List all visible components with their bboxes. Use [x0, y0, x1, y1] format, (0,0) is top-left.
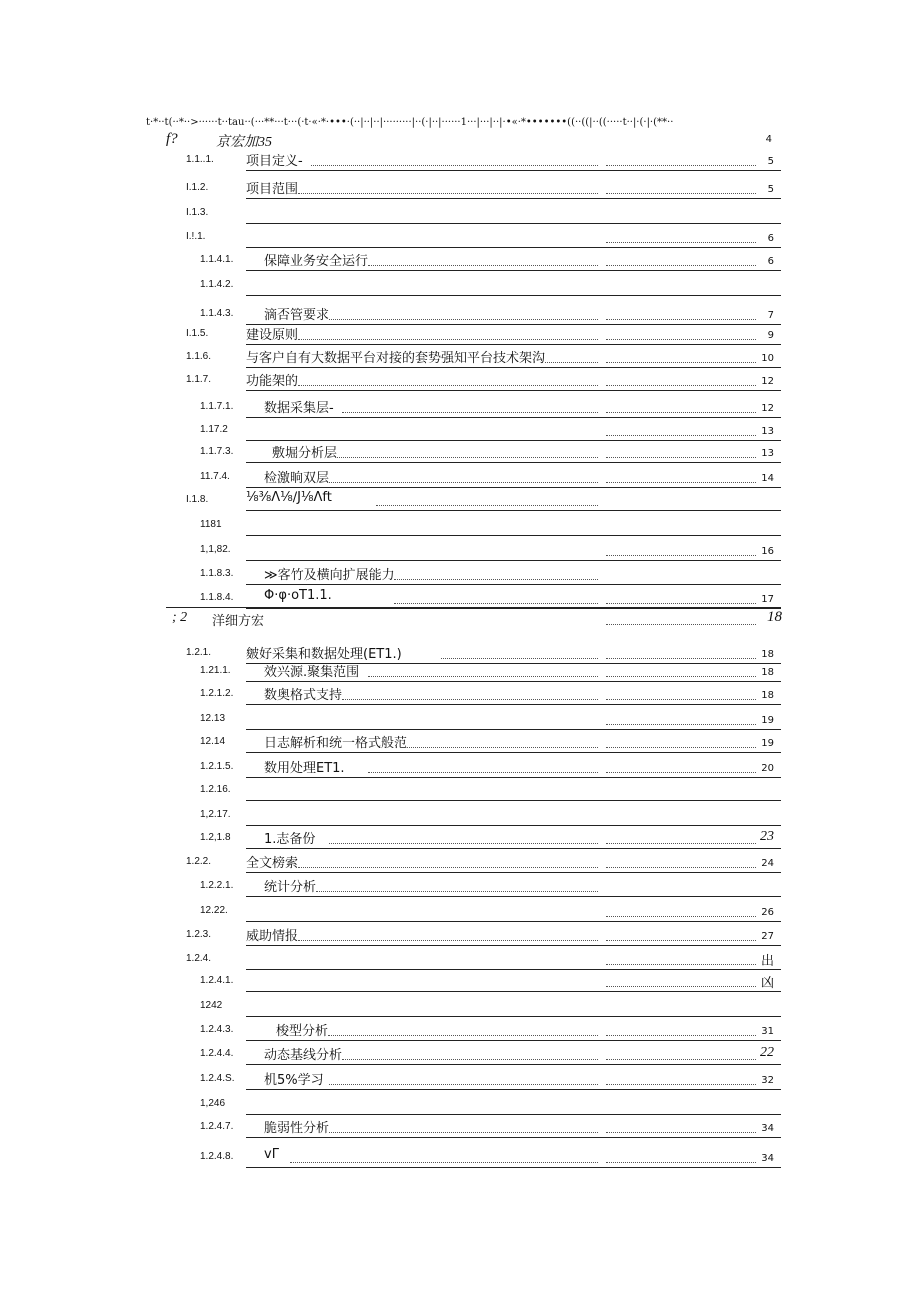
page-number: 31 [761, 1026, 774, 1037]
entry-title: 敷堀分析层 [272, 446, 338, 461]
page-number: 17 [761, 594, 774, 605]
entry-number: 1.2.1. [186, 647, 212, 658]
toc-entry[interactable] [0, 490, 920, 514]
entry-number: 1.2.4.8. [200, 1151, 234, 1162]
toc-entry[interactable] [0, 852, 920, 876]
entry-number: I.1.3. [186, 207, 209, 218]
entry-title: 效兴源.聚集范围 [264, 665, 360, 680]
toc-entry[interactable] [0, 564, 920, 588]
entry-number: I.1.2. [186, 182, 209, 193]
dot-leader [441, 658, 598, 659]
entry-number: 1.2.4.4. [200, 1048, 234, 1059]
entry-rule [246, 295, 781, 296]
entry-title: 项目范围 [246, 182, 299, 197]
entry-rule [246, 584, 781, 585]
page-number: 6 [767, 233, 774, 244]
toc-entry[interactable] [0, 757, 920, 781]
toc-entry[interactable] [0, 515, 920, 539]
entry-rule [246, 247, 781, 248]
toc-entry[interactable] [0, 203, 920, 227]
chapter-number: f? [166, 131, 178, 147]
page-number: 5 [767, 184, 774, 195]
toc-entry[interactable] [0, 732, 920, 756]
toc-entry[interactable] [0, 996, 920, 1020]
page-number: 34 [761, 1153, 774, 1164]
toc-entry[interactable] [0, 1069, 920, 1093]
entry-number: 1.17.2 [200, 424, 228, 435]
entry-title: 功能架的 [246, 374, 299, 389]
dot-leader [316, 891, 598, 892]
toc-entry[interactable] [0, 275, 920, 299]
entry-rule [246, 921, 781, 922]
entry-rule [246, 1137, 781, 1138]
entry-rule [246, 1064, 781, 1065]
page-number: 13 [761, 426, 774, 437]
page-number: 6 [767, 256, 774, 267]
toc-entry[interactable] [0, 397, 920, 421]
entry-number: 1,2.17. [200, 809, 231, 820]
page-number: 4 [765, 134, 772, 145]
entry-rule [246, 367, 781, 368]
entry-number: 1.1.7.3. [200, 446, 234, 457]
dot-leader [329, 1084, 598, 1085]
entry-title: 脆弱性分析 [264, 1121, 330, 1136]
entry-number: 1.2,1.8 [200, 832, 231, 843]
entry-number: 1.2.4. [186, 953, 212, 964]
entry-rule [246, 872, 781, 873]
entry-title: 皴好采集和数据处理(ET1.) [246, 647, 402, 662]
dot-leader [342, 699, 598, 700]
toc-entry[interactable] [0, 709, 920, 733]
entry-rule [246, 510, 781, 511]
entry-rule [246, 945, 781, 946]
entry-title: 检激晌双层 [264, 471, 330, 486]
page-number: 22 [760, 1045, 774, 1060]
dot-leader [290, 1162, 598, 1163]
dot-leader [394, 579, 598, 580]
toc-entry[interactable] [0, 347, 920, 371]
toc-entry[interactable] [0, 971, 920, 995]
dot-leader [298, 867, 598, 868]
toc-entry[interactable] [0, 780, 920, 804]
entry-number: 12.14 [200, 736, 226, 747]
entry-number: 1.2.4.7. [200, 1121, 234, 1132]
page-number: 18 [761, 649, 774, 660]
entry-number: 1.2.4.3. [200, 1024, 234, 1035]
entry-number: 1.2.16. [200, 784, 231, 795]
toc-entry[interactable] [0, 828, 920, 852]
entry-number: I.1.8. [186, 494, 209, 505]
page-number: 18 [761, 667, 774, 678]
entry-title: 1.志备份 [264, 832, 316, 847]
entry-number: 1.1.6. [186, 351, 212, 362]
toc-entry[interactable] [0, 178, 920, 202]
toc-entry[interactable] [0, 442, 920, 466]
toc-entry[interactable] [0, 876, 920, 900]
dot-leader [329, 482, 598, 483]
toc-entry[interactable] [0, 324, 920, 348]
page-number: 凶 [760, 976, 774, 991]
toc-entry[interactable] [0, 467, 920, 491]
entry-rule [246, 729, 781, 730]
toc-entry[interactable] [0, 684, 920, 708]
entry-title: 数奥格式支持 [264, 688, 343, 703]
entry-number: 12.13 [200, 713, 226, 724]
chapter-title: 京宏加35 [216, 135, 272, 150]
page-number: 12 [761, 376, 774, 387]
entry-rule [246, 991, 781, 992]
page-number: 13 [761, 448, 774, 459]
dot-leader [368, 676, 598, 677]
toc-entry[interactable] [0, 250, 920, 274]
dot-leader [342, 1059, 598, 1060]
entry-rule [246, 752, 781, 753]
entry-number: 11.7.4. [200, 471, 230, 482]
entry-rule [246, 560, 781, 561]
page-number: 18 [767, 609, 782, 625]
dot-leader [376, 505, 598, 506]
dot-leader [407, 747, 598, 748]
toc-entry[interactable] [0, 1044, 920, 1068]
dot-leader [328, 1035, 598, 1036]
entry-rule [246, 848, 781, 849]
entry-title: 项目定义- [246, 154, 303, 169]
page-number: 16 [761, 546, 774, 557]
entry-number: 1.21.1. [200, 665, 231, 676]
entry-number: 1.1.8.4. [200, 592, 234, 603]
entry-rule [246, 487, 781, 488]
entry-rule [246, 777, 781, 778]
toc-entry[interactable] [0, 805, 920, 829]
page-number: 24 [761, 858, 774, 869]
toc-entry[interactable] [0, 1094, 920, 1118]
page-number: 出 [760, 954, 774, 969]
dot-leader [298, 940, 598, 941]
entry-title: 机5%学习 [264, 1073, 324, 1088]
entry-title: 保障业务安全运行 [264, 254, 369, 269]
entry-number: 12.22. [200, 905, 228, 916]
entry-title: 数用处理ET1. [264, 761, 345, 776]
page-number: 5 [767, 156, 774, 167]
entry-number: I.!.1. [186, 231, 206, 242]
entry-number: 1.1.8.3. [200, 568, 234, 579]
entry-rule [246, 1114, 781, 1115]
dot-leader [337, 457, 598, 458]
entry-rule [246, 462, 781, 463]
entry-title: 动态基线分析 [264, 1048, 343, 1063]
entry-number: 1.1.4.1. [200, 254, 234, 265]
toc-entry[interactable] [0, 150, 920, 174]
entry-title: ≫客竹及横向扩展能力 [264, 568, 395, 583]
entry-rule [246, 681, 781, 682]
toc-entry[interactable] [0, 588, 920, 612]
dot-leader [329, 319, 598, 320]
entry-rule [246, 535, 781, 536]
toc-entry[interactable] [0, 1020, 920, 1044]
entry-number: 1.1.4.2. [200, 279, 234, 290]
entry-rule [246, 390, 781, 391]
entry-title: 数据采集层- [264, 401, 334, 416]
entry-rule [246, 1167, 781, 1168]
entry-title: Φ·φ·oT1.1. [264, 588, 332, 603]
entry-title: 威助情报 [246, 929, 299, 944]
dot-leader [545, 362, 598, 363]
chapter-number: ; 2 [172, 610, 188, 625]
entry-number: 1,1,82. [200, 544, 231, 555]
dot-leader [368, 265, 598, 266]
dot-leader [368, 772, 598, 773]
dot-leader [298, 339, 598, 340]
entry-title: ⅛⅜Λ⅛∕J⅛Λft [246, 490, 332, 505]
toc-entry[interactable] [0, 901, 920, 925]
entry-rule [246, 417, 781, 418]
entry-number: I.1.5. [186, 328, 209, 339]
entry-rule [246, 969, 781, 970]
toc-entry[interactable] [0, 370, 920, 394]
dot-leader [298, 193, 598, 194]
page-number: 27 [761, 931, 774, 942]
dot-leader [329, 843, 598, 844]
toc-entry[interactable] [0, 227, 920, 251]
entry-title: 与客户自有大数据平台对接的套势强知平台技术架沟 [246, 351, 546, 366]
entry-number: 1.2.4.1. [200, 975, 234, 986]
entry-number: 1.1..1. [186, 154, 214, 165]
entry-rule [246, 608, 781, 609]
entry-rule [246, 896, 781, 897]
entry-rule [246, 223, 781, 224]
page-number: 32 [761, 1075, 774, 1086]
dot-leader [342, 412, 598, 413]
entry-number: 1.2.2.1. [200, 880, 234, 891]
entry-rule [246, 1016, 781, 1017]
entry-number: 1.1.7.1. [200, 401, 234, 412]
entry-rule [246, 440, 781, 441]
entry-rule [246, 704, 781, 705]
toc-entry[interactable] [0, 1117, 920, 1141]
chapter-title: 洋细方宏 [212, 614, 265, 629]
entry-number: 1.2.4.S. [200, 1073, 235, 1084]
page-number: 14 [761, 473, 774, 484]
entry-number: 1.2.2. [186, 856, 212, 867]
entry-number: 1242 [200, 1000, 223, 1011]
entry-number: 1.2.3. [186, 929, 212, 940]
entry-title: 日志解析和统一格式般范 [264, 736, 408, 751]
dot-leader [329, 1132, 598, 1133]
entry-title: 统计分析 [264, 880, 317, 895]
entry-rule [246, 1040, 781, 1041]
page-number: 20 [761, 763, 774, 774]
toc-entry[interactable] [0, 661, 920, 685]
page-number: 26 [761, 907, 774, 918]
entry-title: 梭型分析 [276, 1024, 329, 1039]
entry-title: 全文榜索 [246, 856, 299, 871]
entry-title: vΓ [264, 1147, 279, 1162]
entry-title: 滴否管要求 [264, 308, 330, 323]
page-number: 12 [761, 403, 774, 414]
entry-rule [246, 198, 781, 199]
entry-title: 建设原则 [246, 328, 299, 343]
dot-leader [394, 603, 598, 604]
entry-rule [246, 344, 781, 345]
entry-rule [246, 800, 781, 801]
dot-leader [311, 165, 598, 166]
toc-entry[interactable] [0, 420, 920, 444]
page-number: 19 [761, 715, 774, 726]
toc-entry[interactable] [0, 925, 920, 949]
header-garbled-line: t·*··t(··*··>······t··tau··(···**···t···(·t·«·*·•••·(··|··|··|·········|··(·|··|······1···|···|··|·•«·*•••••••((··((|··((·····t··|·(·|·(**·· [146, 117, 674, 128]
entry-rule [246, 1089, 781, 1090]
page-number: 18 [761, 690, 774, 701]
toc-entry[interactable] [0, 540, 920, 564]
entry-rule [246, 170, 781, 171]
entry-rule [246, 825, 781, 826]
entry-number: 1.1.4.3. [200, 308, 234, 319]
entry-number: 1181 [200, 519, 222, 530]
page-number: 23 [760, 829, 774, 844]
entry-number: 1.1.7. [186, 374, 212, 385]
page-number: 9 [767, 330, 774, 341]
entry-number: 1.2.1.2. [200, 688, 234, 699]
entry-number: 1.2.1.5. [200, 761, 234, 772]
dot-leader [298, 385, 598, 386]
page-number: 10 [761, 353, 774, 364]
entry-rule [246, 270, 781, 271]
toc-entry[interactable] [0, 949, 920, 973]
entry-number: 1,246 [200, 1098, 226, 1109]
page-number: 34 [761, 1123, 774, 1134]
toc-entry[interactable] [0, 1147, 920, 1171]
page-number: 7 [767, 310, 774, 321]
page-number: 19 [761, 738, 774, 749]
